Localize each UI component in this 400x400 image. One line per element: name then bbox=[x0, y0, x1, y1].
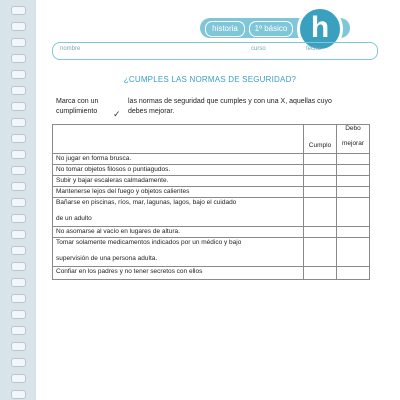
rule-cell: No tomar objetos filosos o puntiagudos. bbox=[53, 165, 304, 176]
binding-ring bbox=[11, 310, 26, 319]
table-row bbox=[53, 176, 370, 187]
rule-cell: Confiar en los padres y no tener secretos con ellos bbox=[53, 267, 304, 280]
instruction-line: las normas de seguridad que cumples y con una X, aquellas cuyo bbox=[128, 98, 332, 105]
table-row bbox=[53, 227, 370, 238]
binding-ring bbox=[11, 38, 26, 47]
complies-checkbox-cell[interactable] bbox=[304, 176, 337, 187]
course-field-label: curso bbox=[251, 46, 266, 52]
improve-checkbox-cell[interactable] bbox=[337, 187, 370, 198]
improve-checkbox-cell[interactable] bbox=[337, 198, 370, 227]
name-field-label: nombre bbox=[60, 46, 81, 52]
table-header-row bbox=[53, 125, 370, 154]
improve-checkbox-cell[interactable] bbox=[337, 176, 370, 187]
complies-checkbox-cell[interactable] bbox=[304, 227, 337, 238]
binding-ring bbox=[11, 22, 26, 31]
binding-ring bbox=[11, 374, 26, 383]
spiral-binding bbox=[0, 0, 36, 400]
rule-cell: Subir y bajar escaleras calmadamente. bbox=[53, 176, 304, 187]
rule-line: de un adulto bbox=[56, 215, 92, 222]
table-row bbox=[53, 238, 370, 267]
binding-ring bbox=[11, 182, 26, 191]
binding-ring bbox=[11, 246, 26, 255]
grade-tab: 1º básico bbox=[249, 21, 293, 37]
binding-ring bbox=[11, 278, 26, 287]
binding-ring bbox=[11, 134, 26, 143]
rule-cell: Mantenerse lejos del fuego y objetos calientes bbox=[53, 187, 304, 198]
binding-ring bbox=[11, 150, 26, 159]
improve-column-header bbox=[337, 125, 370, 154]
rule-line: supervisión de una persona adulta. bbox=[56, 255, 158, 262]
binding-ring bbox=[11, 390, 26, 399]
binding-ring bbox=[11, 54, 26, 63]
improve-checkbox-cell[interactable] bbox=[337, 267, 370, 280]
binding-ring bbox=[11, 118, 26, 127]
binding-ring bbox=[11, 166, 26, 175]
binding-ring bbox=[11, 6, 26, 15]
table-row bbox=[53, 267, 370, 280]
complies-checkbox-cell[interactable] bbox=[304, 154, 337, 165]
binding-ring bbox=[11, 326, 26, 335]
instructions-left bbox=[56, 97, 98, 117]
instruction-line: cumplimiento bbox=[56, 108, 98, 115]
improve-header-line: mejorar bbox=[341, 140, 365, 147]
improve-checkbox-cell[interactable] bbox=[337, 227, 370, 238]
subject-logo: h bbox=[297, 6, 343, 52]
check-icon: ✓ bbox=[113, 109, 121, 119]
improve-checkbox-cell[interactable] bbox=[337, 238, 370, 267]
binding-ring bbox=[11, 262, 26, 271]
complies-checkbox-cell[interactable] bbox=[304, 198, 337, 227]
table-row bbox=[53, 154, 370, 165]
binding-ring bbox=[11, 294, 26, 303]
improve-header-line: Debo bbox=[345, 125, 361, 132]
complies-checkbox-cell[interactable] bbox=[304, 165, 337, 176]
rule-cell bbox=[53, 198, 304, 227]
complies-checkbox-cell[interactable] bbox=[304, 238, 337, 267]
table-row bbox=[53, 187, 370, 198]
binding-ring bbox=[11, 214, 26, 223]
rule-cell: No jugar en forma brusca. bbox=[53, 154, 304, 165]
worksheet-title: ¿CUMPLES LAS NORMAS DE SEGURIDAD? bbox=[123, 75, 297, 84]
rule-line: Tomar solamente medicamentos indicados por un médico y bajo bbox=[56, 239, 242, 246]
rule-cell: No asomarse al vacío en lugares de altura. bbox=[53, 227, 304, 238]
date-field-label: fecha bbox=[306, 46, 321, 52]
complies-checkbox-cell[interactable] bbox=[304, 267, 337, 280]
binding-ring bbox=[11, 86, 26, 95]
complies-checkbox-cell[interactable] bbox=[304, 187, 337, 198]
binding-ring bbox=[11, 70, 26, 79]
instruction-line: Marca con un bbox=[56, 98, 99, 105]
binding-ring bbox=[11, 198, 26, 207]
complies-column-header: Cumplo bbox=[304, 125, 337, 154]
rule-line: Bañarse en piscinas, ríos, mar, lagunas, lagos, bajo el cuidado bbox=[56, 199, 237, 206]
binding-ring bbox=[11, 342, 26, 351]
table-row bbox=[53, 165, 370, 176]
subject-tab: historia bbox=[205, 21, 245, 37]
instruction-line: debes mejorar. bbox=[128, 108, 175, 115]
safety-rules-table bbox=[52, 124, 370, 280]
improve-checkbox-cell[interactable] bbox=[337, 165, 370, 176]
instructions-right bbox=[128, 97, 332, 117]
student-info-box bbox=[52, 42, 378, 60]
improve-checkbox-cell[interactable] bbox=[337, 154, 370, 165]
binding-ring bbox=[11, 358, 26, 367]
rule-cell bbox=[53, 238, 304, 267]
binding-ring bbox=[11, 230, 26, 239]
rule-column-header bbox=[53, 125, 304, 154]
binding-ring bbox=[11, 102, 26, 111]
table-row bbox=[53, 198, 370, 227]
